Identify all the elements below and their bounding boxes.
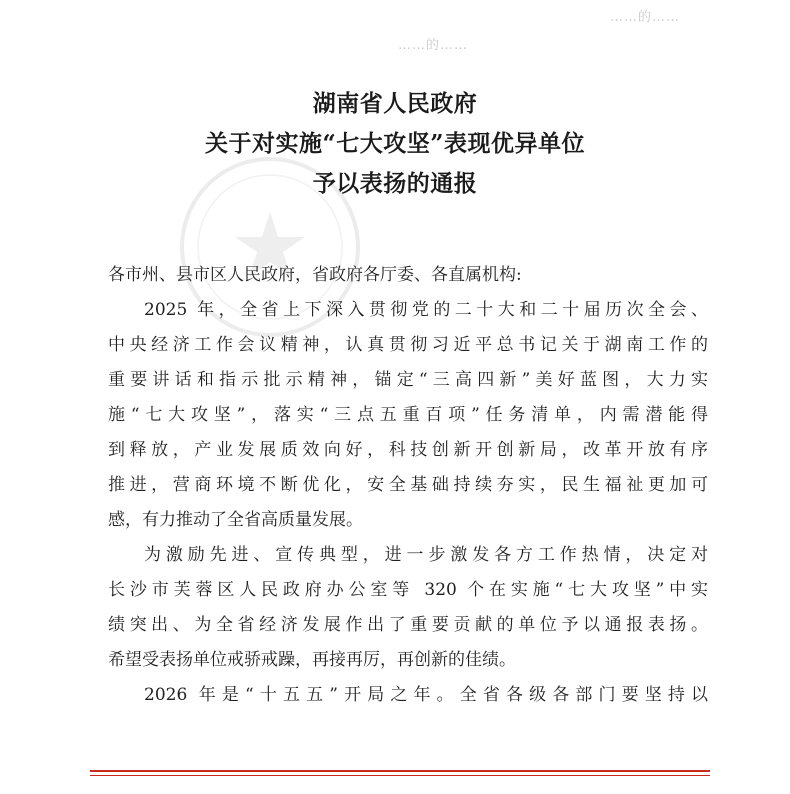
- paragraph-1-line: 推进，营商环境不断优化，安全基础持续夯实，民生福祉更加可: [108, 475, 708, 495]
- paragraph-1-line: 到释放，产业发展质效向好，科技创新开创新局，改革开放有序: [108, 440, 708, 460]
- paragraph-1-line: 施“七大攻坚”，落实“三点五重百项”任务清单，内需潜能得: [108, 405, 708, 425]
- paragraph-1-line: 中央经济工作会议精神，认真贯彻习近平总书记关于湖南工作的: [108, 335, 708, 355]
- bleed-through-text: ……的……: [610, 10, 681, 25]
- paragraph-2-line: 为激励先进、宣传典型，进一步激发各方工作热情，决定对: [144, 545, 708, 565]
- title-line-2: 关于对实施“七大攻坚”表现优异单位: [205, 130, 585, 157]
- paragraph-1-line: 感，有力推动了全省高质量发展。: [108, 510, 363, 530]
- title-line-3: 予以表扬的通报: [312, 170, 478, 197]
- paragraph-3-line: 2026 年是“十五五”开局之年。全省各级各部门要坚持以: [144, 685, 708, 705]
- red-rule: [90, 770, 710, 772]
- document-title: [0, 84, 790, 204]
- paragraph-2-line: 绩突出、为全省经济发展作出了重要贡献的单位予以通报表扬。: [108, 615, 708, 635]
- title-line-1: 湖南省人民政府: [312, 90, 478, 117]
- bleed-through-text: ……的……: [398, 38, 469, 53]
- document-body: [108, 258, 708, 713]
- paragraph-2-line: 长沙市芙蓉区人民政府办公室等 320 个在实施“七大攻坚”中实: [108, 580, 708, 600]
- salutation: 各市州、县市区人民政府，省政府各厅委、各直属机构:: [108, 265, 522, 285]
- red-rule-thin: [90, 775, 710, 776]
- paragraph-2-line: 希望受表扬单位戒骄戒躁，再接再厉，再创新的佳绩。: [108, 650, 516, 670]
- paragraph-1-line: 2025 年，全省上下深入贯彻党的二十大和二十届历次全会、: [144, 300, 708, 320]
- paragraph-1-line: 重要讲话和指示批示精神，锚定“三高四新”美好蓝图，大力实: [108, 370, 708, 390]
